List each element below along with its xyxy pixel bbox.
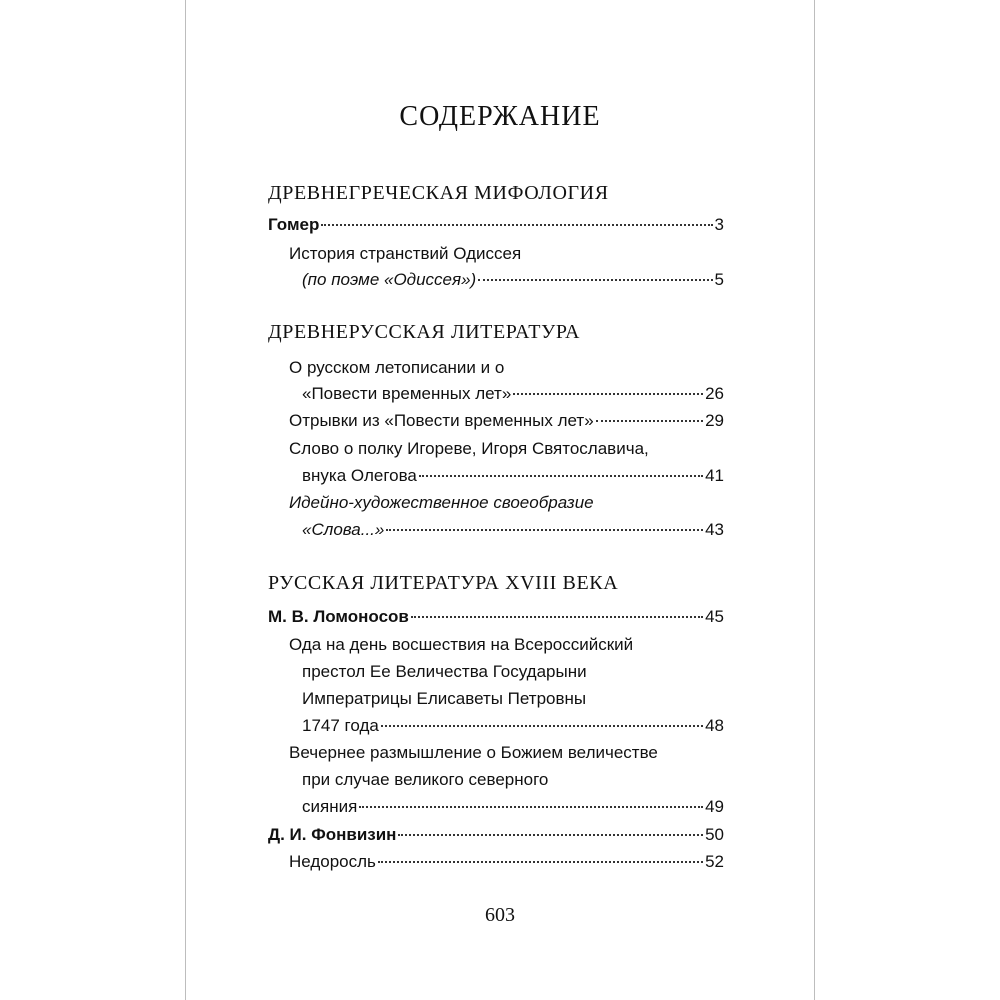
dot-leader xyxy=(386,529,703,531)
toc-page-number: 50 xyxy=(705,825,724,844)
toc-entry-excerpts[interactable] xyxy=(289,410,724,432)
toc-entry-label: престол Ее Величества Государыни xyxy=(302,662,587,681)
book-page xyxy=(185,0,815,1000)
toc-entry-label: Императрицы Елисаветы Петровны xyxy=(302,689,587,708)
toc-entry-nedorosl[interactable] xyxy=(289,851,724,873)
toc-entry-odyssey[interactable] xyxy=(302,269,724,291)
dot-leader xyxy=(359,806,703,808)
section-heading-rus18: РУССКАЯ ЛИТЕРАТУРА XVIII ВЕКА xyxy=(268,572,619,594)
toc-entry-fonvizin[interactable] xyxy=(268,824,724,846)
toc-entry-label: «Повести временных лет» xyxy=(302,384,512,403)
toc-entry-label: Отрывки из «Повести временных лет» xyxy=(289,411,594,430)
page-title: содержание xyxy=(399,89,601,134)
toc-page-number: 3 xyxy=(714,215,724,234)
toc-entry-ode[interactable] xyxy=(302,715,724,737)
toc-entry-homer[interactable] xyxy=(268,214,724,236)
toc-page-number: 41 xyxy=(705,466,724,485)
dot-leader xyxy=(398,834,703,836)
toc-entry-label: История странствий Одиссея xyxy=(289,244,522,263)
toc-entry-label: М. В. Ломоносов xyxy=(268,607,409,626)
toc-entry-label: Слово о полку Игореве, Игоря Святославича, xyxy=(289,439,649,458)
toc-entry-label: 1747 года xyxy=(302,716,379,735)
toc-page-number: 48 xyxy=(705,716,724,735)
toc-entry-label: Вечернее размышление о Божием величестве xyxy=(289,743,658,762)
dot-leader xyxy=(381,725,703,727)
dot-leader xyxy=(596,420,703,422)
toc-entry-ideas[interactable] xyxy=(302,519,724,541)
toc-page-number: 52 xyxy=(705,852,724,871)
toc-entry-slovo[interactable] xyxy=(302,465,724,487)
toc-page-number: 29 xyxy=(705,411,724,430)
toc-page-number: 45 xyxy=(705,607,724,626)
toc-entry-label: внука Олегова xyxy=(302,466,417,485)
dot-leader xyxy=(419,475,703,477)
dot-leader xyxy=(513,393,703,395)
toc-entry-label: О русском летописании и о xyxy=(289,358,505,377)
toc-entry-label: Недоросль xyxy=(289,852,376,871)
toc-page-number: 49 xyxy=(705,797,724,816)
dot-leader xyxy=(321,224,712,226)
toc-page-number: 26 xyxy=(705,384,724,403)
toc-entry-label: при случае великого северного xyxy=(302,770,549,789)
section-heading-oldrus: ДРЕВНЕРУССКАЯ ЛИТЕРАТУРА xyxy=(268,321,581,343)
toc-page-number: 43 xyxy=(705,520,724,539)
toc-entry-label: Гомер xyxy=(268,215,320,234)
page-number: 603 xyxy=(485,904,515,926)
section-heading-greek: ДРЕВНЕГРЕЧЕСКАЯ МИФОЛОГИЯ xyxy=(268,182,609,204)
toc-entry-chronicle[interactable] xyxy=(302,383,724,405)
toc-entry-label: Ода на день восшествия на Всероссийский xyxy=(289,635,634,654)
toc-page-number: 5 xyxy=(714,270,724,289)
toc-entry-label: сияния xyxy=(302,797,358,816)
toc-entry-label: Д. И. Фонвизин xyxy=(268,825,397,844)
toc-entry-evening[interactable] xyxy=(302,796,724,818)
dot-leader xyxy=(378,861,703,863)
dot-leader xyxy=(478,279,712,281)
toc-entry-label: (по поэме «Одиссея») xyxy=(302,270,477,289)
toc-entry-lomonosov[interactable] xyxy=(268,606,724,628)
dot-leader xyxy=(411,616,703,618)
toc-entry-label: Идейно-художественное своеобразие xyxy=(289,493,594,512)
toc-entry-label: «Слова...» xyxy=(302,520,385,539)
